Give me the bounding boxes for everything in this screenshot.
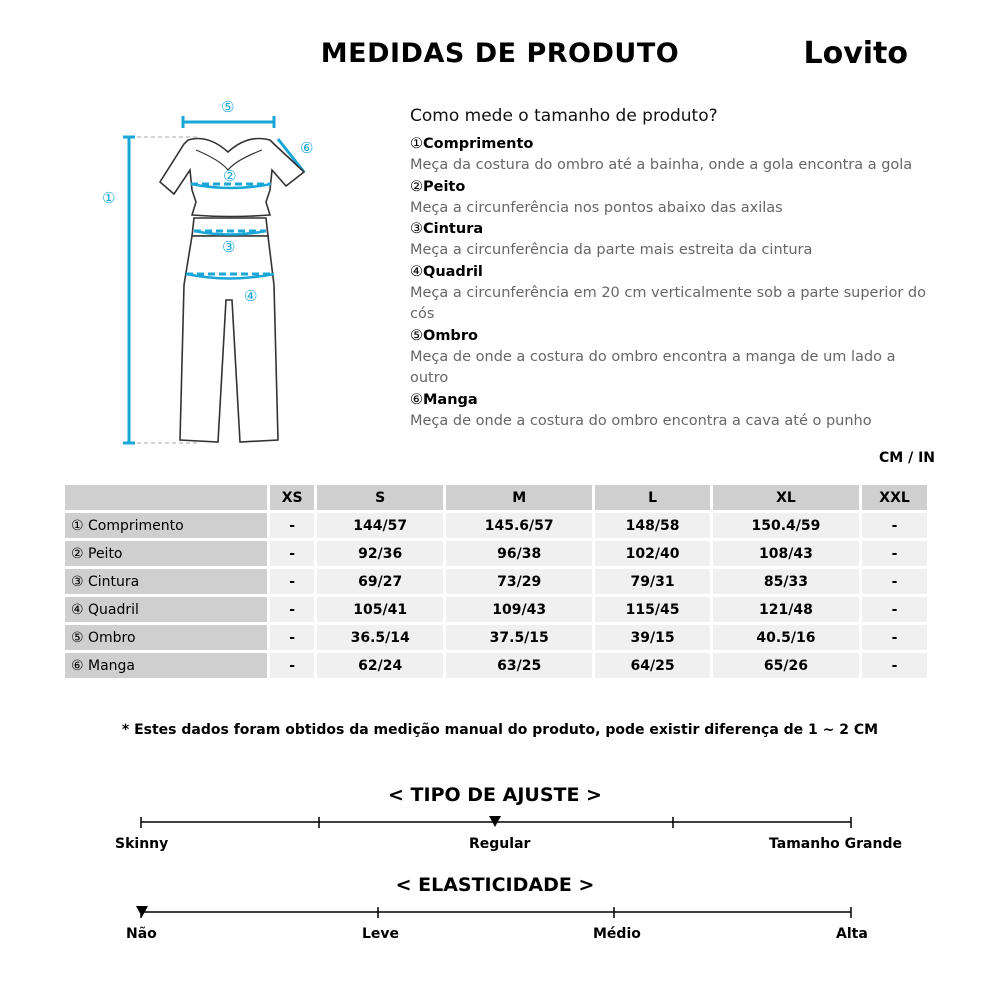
table-cell: -	[862, 541, 927, 566]
table-cell: 65/26	[713, 653, 859, 678]
instruction-item: ④Quadril Meça a circunferência em 20 cm verticalmente sob a parte superior do cós	[410, 263, 926, 322]
table-row	[65, 597, 927, 622]
table-header-row	[65, 485, 927, 510]
row-label: ⑥ Manga	[65, 653, 267, 678]
elasticity-title: < ELASTICIDADE >	[395, 874, 595, 896]
table-cell: 102/40	[595, 541, 709, 566]
table-cell: -	[270, 597, 314, 622]
table-row	[65, 569, 927, 594]
table-cell: 121/48	[713, 597, 859, 622]
table-cell: 92/36	[317, 541, 443, 566]
table-cell: 63/25	[446, 653, 592, 678]
column-header: XXL	[862, 485, 927, 510]
elasticity-label-none: Não	[126, 926, 157, 942]
instruction-item: ⑥Manga Meça de onde a costura do ombro encontra a cava até o punho	[410, 391, 872, 429]
fit-label-skinny: Skinny	[115, 836, 169, 852]
label-shoulder: ⑤	[221, 98, 235, 116]
table-row	[65, 513, 927, 538]
table-cell: 40.5/16	[713, 625, 859, 650]
instructions-question: Como mede o tamanho de produto?	[410, 106, 718, 126]
table-cell: 109/43	[446, 597, 592, 622]
table-cell: -	[862, 625, 927, 650]
fit-label-oversize: Tamanho Grande	[769, 836, 902, 852]
table-row	[65, 653, 927, 678]
table-cell: 73/29	[446, 569, 592, 594]
table-cell: 108/43	[713, 541, 859, 566]
table-cell: -	[270, 541, 314, 566]
label-chest: ②	[223, 167, 237, 185]
table-cell: 79/31	[595, 569, 709, 594]
table-cell: 64/25	[595, 653, 709, 678]
table-cell: -	[862, 513, 927, 538]
elasticity-label-light: Leve	[362, 926, 400, 942]
label-waist: ③	[222, 238, 236, 256]
row-label: ④ Quadril	[65, 597, 267, 622]
size-table	[62, 482, 930, 681]
table-cell: -	[862, 569, 927, 594]
table-cell: 145.6/57	[446, 513, 592, 538]
table-cell: 37.5/15	[446, 625, 592, 650]
fit-label-regular: Regular	[469, 836, 531, 852]
table-cell: 148/58	[595, 513, 709, 538]
table-cell: 105/41	[317, 597, 443, 622]
row-label: ① Comprimento	[65, 513, 267, 538]
table-cell: 150.4/59	[713, 513, 859, 538]
label-sleeve: ⑥	[300, 139, 314, 157]
label-length: ①	[102, 189, 116, 207]
row-label: ⑤ Ombro	[65, 625, 267, 650]
table-cell: 85/33	[713, 569, 859, 594]
table-cell: 115/45	[595, 597, 709, 622]
table-cell: -	[862, 653, 927, 678]
brand-logo: Lovito	[803, 36, 908, 71]
measurement-instructions	[410, 106, 930, 432]
elasticity-scale	[130, 902, 860, 924]
instruction-item: ①Comprimento Meça da costura do ombro até a bainha, onde a gola encontra a gola	[410, 136, 913, 173]
table-cell: 69/27	[317, 569, 443, 594]
table-header-blank	[65, 485, 267, 510]
column-header: XL	[713, 485, 859, 510]
table-row	[65, 625, 927, 650]
fit-title: < TIPO DE AJUSTE >	[388, 784, 602, 806]
instruction-item: ③Cintura Meça a circunferência da parte mais estreita da cintura	[410, 221, 813, 258]
table-cell: 62/24	[317, 653, 443, 678]
column-header: S	[317, 485, 443, 510]
measurement-note: * Estes dados foram obtidos da medição manual do produto, pode existir diferença de 1 ~ 2 CM	[121, 722, 879, 738]
row-label: ③ Cintura	[65, 569, 267, 594]
table-row	[65, 541, 927, 566]
instruction-item: ②Peito Meça a circunferência nos pontos abaixo das axilas	[410, 178, 783, 216]
page-title: MEDIDAS DE PRODUTO	[320, 38, 680, 69]
table-cell: -	[270, 653, 314, 678]
elasticity-label-high: Alta	[836, 926, 868, 942]
table-cell: 144/57	[317, 513, 443, 538]
table-cell: 96/38	[446, 541, 592, 566]
table-cell: -	[270, 513, 314, 538]
column-header: L	[595, 485, 709, 510]
instruction-item: ⑤Ombro Meça de onde a costura do ombro encontra a manga de um lado a outro	[410, 327, 896, 386]
jumpsuit-illustration	[80, 90, 340, 460]
label-hip: ④	[244, 287, 258, 305]
table-cell: -	[270, 625, 314, 650]
table-cell: 36.5/14	[317, 625, 443, 650]
units-label: CM / IN	[879, 450, 935, 466]
elasticity-label-medium: Médio	[593, 926, 641, 942]
table-cell: -	[862, 597, 927, 622]
column-header: M	[446, 485, 592, 510]
fit-scale	[130, 812, 860, 834]
garment-figure	[80, 90, 340, 460]
table-cell: -	[270, 569, 314, 594]
column-header: XS	[270, 485, 314, 510]
row-label: ② Peito	[65, 541, 267, 566]
table-cell: 39/15	[595, 625, 709, 650]
